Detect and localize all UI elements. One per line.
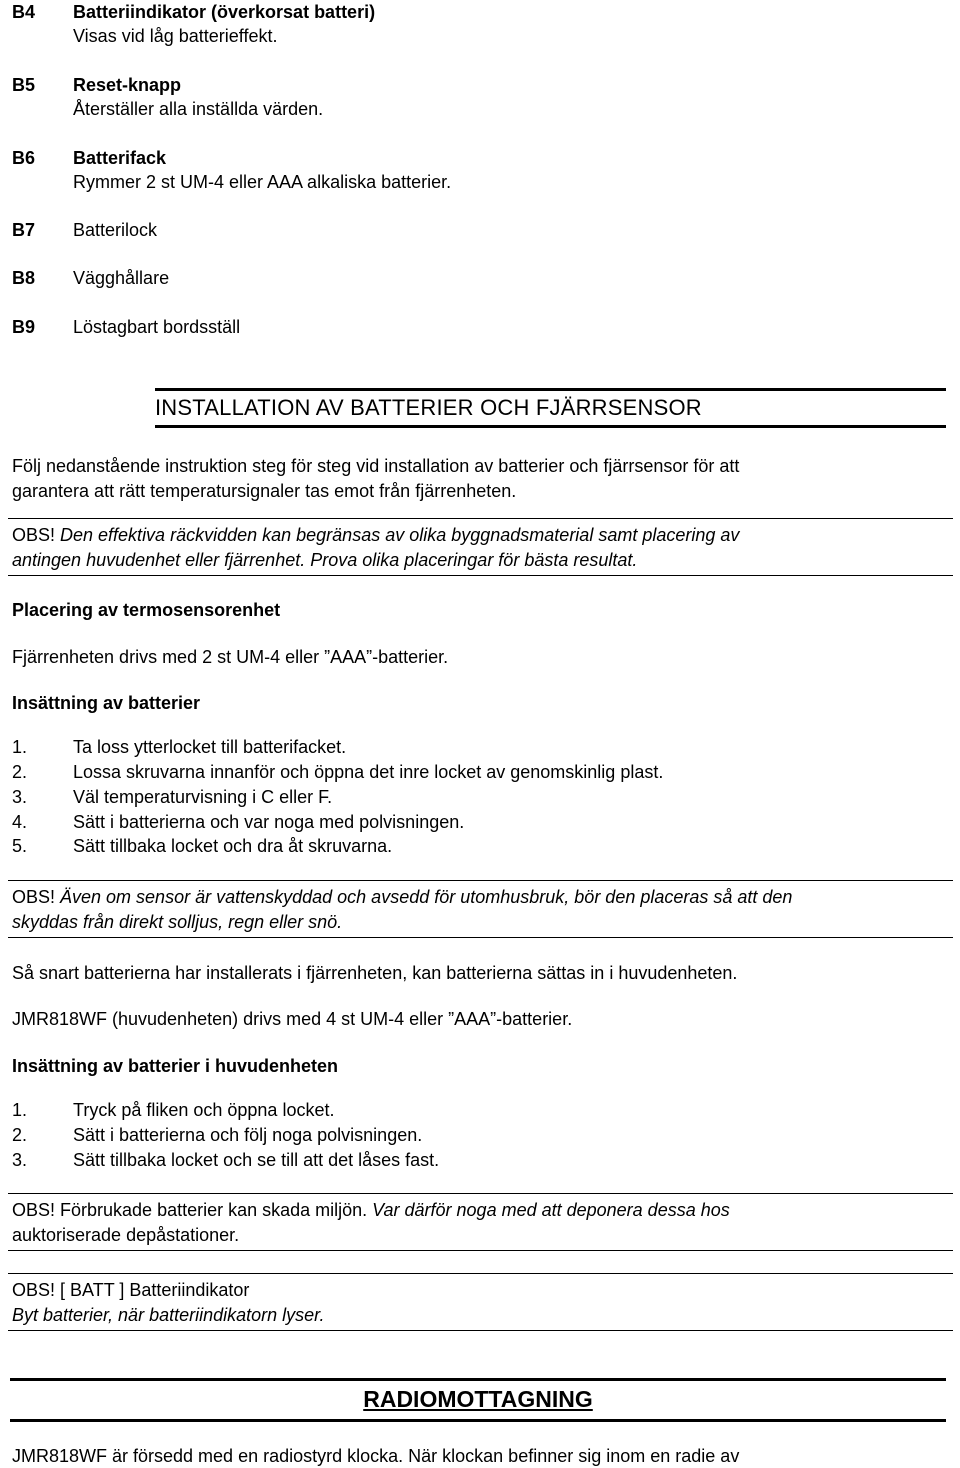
step-number: 4. <box>12 812 28 832</box>
obs-text: Den effektiva räckvidden kan begränsas av olika byggnadsmaterial samt placering av <box>55 525 740 545</box>
step-number: 5. <box>12 836 28 856</box>
part-title: Vägghållare <box>73 268 170 288</box>
subheading-battery-insert: Insättning av batterier <box>12 693 201 713</box>
step-text: Sätt tillbaka locket och dra åt skruvarna. <box>73 836 393 856</box>
obs-note-placement <box>8 880 953 938</box>
part-title: Reset-knapp <box>73 75 182 95</box>
obs-text: Var därför noga med att deponera dessa hos <box>367 1200 730 1220</box>
obs-text: skyddas från direkt solljus, regn eller snö. <box>12 912 343 932</box>
part-title: Batteriindikator (överkorsat batteri) <box>73 2 376 22</box>
part-desc: Visas vid låg batterieffekt. <box>73 26 278 46</box>
part-desc: Återställer alla inställda värden. <box>73 99 324 119</box>
intro-line: garantera att rätt temperatursignaler tas emot från fjärrenheten. <box>12 481 517 501</box>
obs-note-battery-indicator <box>8 1273 953 1331</box>
part-code: B8 <box>12 268 36 288</box>
part-code: B4 <box>12 2 36 22</box>
part-code: B9 <box>12 317 36 337</box>
intro-paragraph <box>12 454 739 504</box>
radio-text: JMR818WF är försedd med en radiostyrd klocka. När klockan befinner sig inom en radie av <box>12 1446 740 1466</box>
step-text: Lossa skruvarna innanför och öppna det inre locket av genomskinlig plast. <box>73 762 664 782</box>
obs-text: auktoriserade depåstationer. <box>12 1225 240 1245</box>
step-text: Sätt tillbaka locket och se till att det låses fast. <box>73 1150 440 1170</box>
subheading-main-battery: Insättning av batterier i huvudenheten <box>12 1056 339 1076</box>
part-code: B5 <box>12 75 36 95</box>
obs-label: OBS! Förbrukade batterier kan skada miljön. <box>12 1200 368 1220</box>
part-code: B7 <box>12 220 36 240</box>
step-number: 3. <box>12 1150 28 1170</box>
step-text: Sätt i batterierna och var noga med polvisningen. <box>73 812 465 832</box>
obs-note-environment <box>8 1193 953 1251</box>
obs-label: OBS! <box>12 887 56 907</box>
obs-text: Även om sensor är vattenskyddad och avsedd för utomhusbruk, bör den placeras så att den <box>55 887 793 907</box>
part-code: B6 <box>12 148 36 168</box>
step-number: 1. <box>12 1100 28 1120</box>
radio-heading: RADIOMOTTAGNING <box>363 1386 593 1412</box>
subheading-placement: Placering av termosensorenhet <box>12 600 281 620</box>
part-desc: Rymmer 2 st UM-4 eller AAA alkaliska batterier. <box>73 172 452 192</box>
section-heading: INSTALLATION AV BATTERIER OCH FJÄRRSENSOR <box>155 395 702 420</box>
step-number: 2. <box>12 762 28 782</box>
step-text: Sätt i batterierna och följ noga polvisningen. <box>73 1125 423 1145</box>
part-title: Batterilock <box>73 220 158 240</box>
obs-text: antingen huvudenhet eller fjärrenhet. Prova olika placeringar för bästa resultat. <box>12 550 638 570</box>
after-remote-text: Så snart batterierna har installerats i fjärrenheten, kan batterierna sättas in i huvudenheten. <box>12 963 738 983</box>
part-title: Batterifack <box>73 148 167 168</box>
obs-note-range <box>8 518 953 576</box>
step-text: Ta loss ytterlocket till batterifacket. <box>73 737 347 757</box>
step-text: Tryck på fliken och öppna locket. <box>73 1100 335 1120</box>
obs-text: OBS! [ BATT ] Batteriindikator <box>12 1280 250 1300</box>
intro-line: Följ nedanstående instruktion steg för steg vid installation av batterier och fjärrsensor för att <box>12 456 740 476</box>
part-title: Löstagbart bordsställ <box>73 317 241 337</box>
step-number: 1. <box>12 737 28 757</box>
main-power-text: JMR818WF (huvudenheten) drivs med 4 st UM-4 eller ”AAA”-batterier. <box>12 1009 573 1029</box>
remote-power-text: Fjärrenheten drivs med 2 st UM-4 eller ”AAA”-batterier. <box>12 647 449 667</box>
step-number: 3. <box>12 787 28 807</box>
obs-text: Byt batterier, när batteriindikatorn lyser. <box>12 1305 325 1325</box>
obs-label: OBS! <box>12 525 56 545</box>
step-text: Väl temperaturvisning i C eller F. <box>73 787 333 807</box>
step-number: 2. <box>12 1125 28 1145</box>
